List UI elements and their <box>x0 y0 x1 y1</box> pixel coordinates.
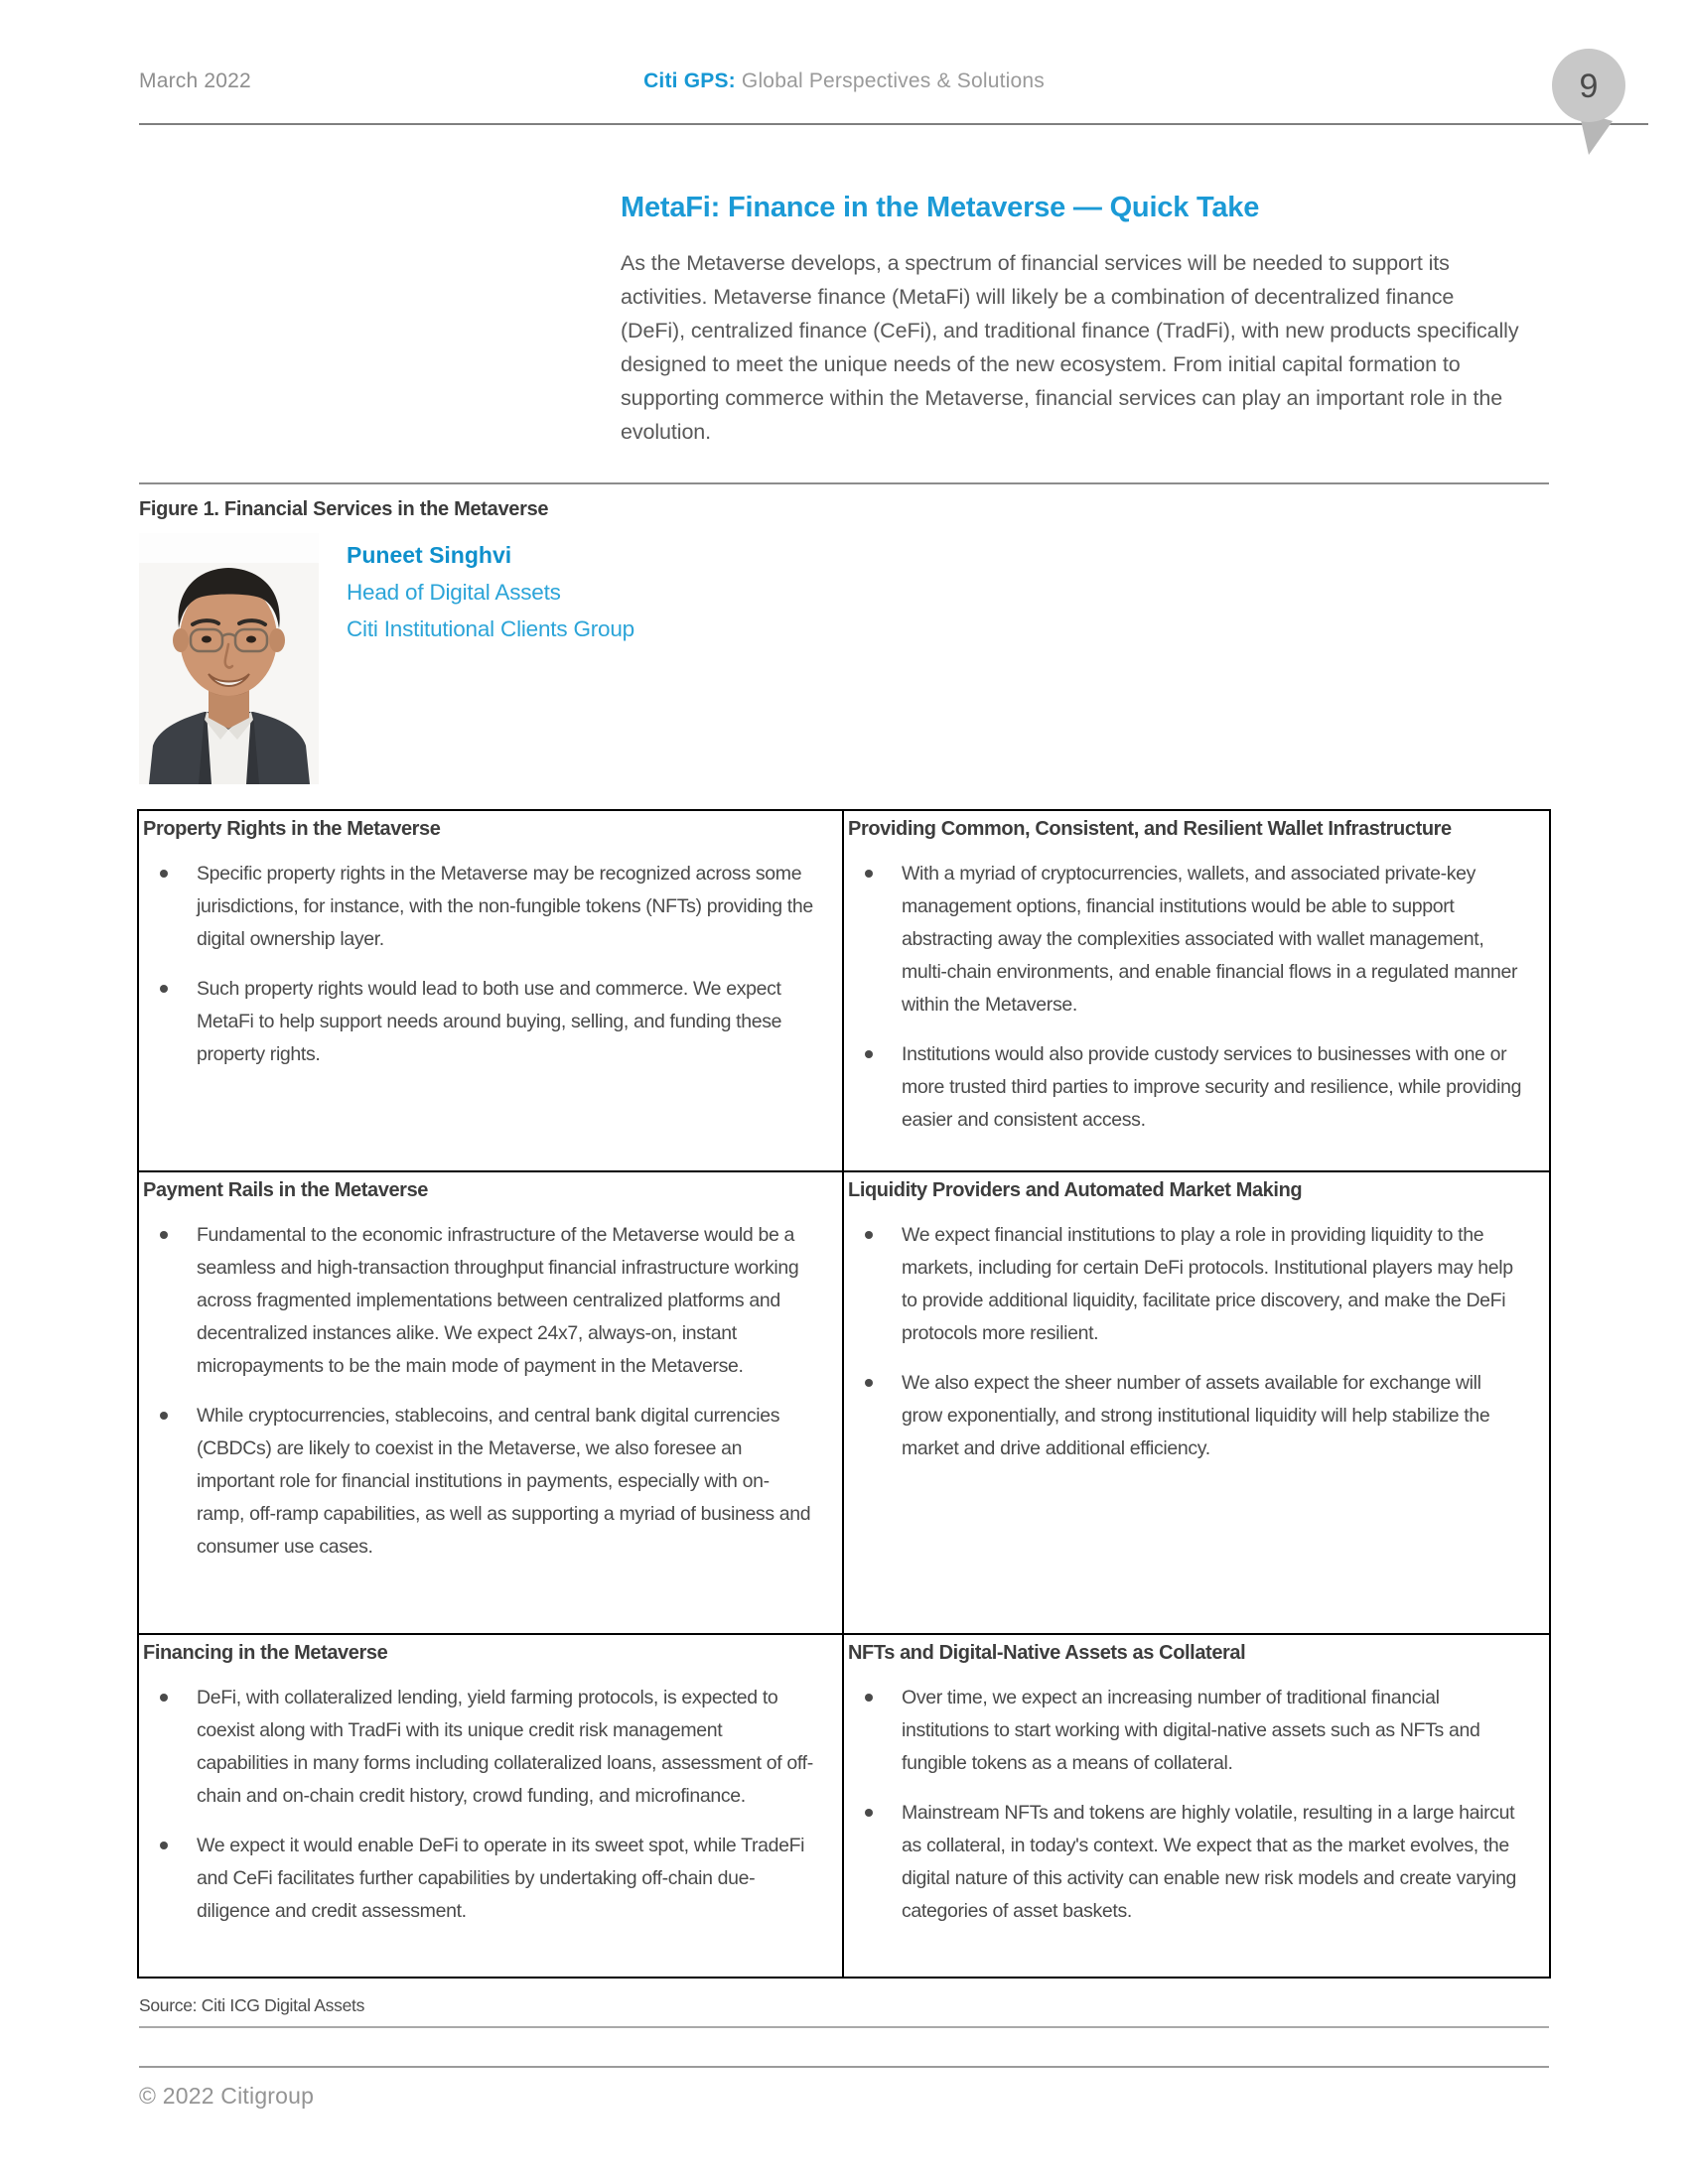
bullet-item <box>848 1797 1523 1928</box>
bullet-item <box>848 1219 1523 1350</box>
table-cell-nft-collateral <box>844 1635 1549 1977</box>
header-divider <box>139 123 1648 125</box>
portrait-photo-illustration <box>139 533 319 784</box>
bullet-text: Such property rights would lead to both use and commerce. We expect MetaFi to help support needs around buying, selling, and funding these property rights. <box>197 978 782 1065</box>
cell-header: Payment Rails in the Metaverse <box>143 1179 429 1201</box>
table-cell-financing <box>139 1635 844 1977</box>
article-intro-block <box>621 192 1524 449</box>
figure-bottom-divider <box>139 2026 1549 2028</box>
table-cell-wallet-infrastructure <box>844 811 1549 1172</box>
bullet-text: Institutions would also provide custody services to businesses with one or more trusted third parties to improve security and resilience, while providing easier and consistent access. <box>902 1043 1522 1131</box>
bullet-icon <box>865 1050 873 1058</box>
page-number: 9 <box>1579 68 1599 105</box>
intro-paragraph: As the Metaverse develops, a spectrum of financial services will be needed to support its activities. Metaverse finance (MetaFi) will likely be a combination of decentralized finance (DeFi), centralized finance (CeFi), and traditional finance (TradFi), with new products specifically designed to meet the unique needs of the new ecosystem. From initial capital formation to supporting commerce within the Metaverse, financial services can play an important role in the evolution. <box>621 251 1519 444</box>
bullet-item <box>848 858 1523 1022</box>
header-date: March 2022 <box>139 69 251 92</box>
bullet-text: Over time, we expect an increasing number of traditional financial institutions to start working with digital-native assets such as NFTs and fungible tokens as a means of collateral. <box>902 1687 1480 1774</box>
bullet-item <box>848 1367 1523 1465</box>
brand-suffix: Global Perspectives & Solutions <box>735 69 1045 92</box>
bullet-text: We also expect the sheer number of assets available for exchange will grow exponentially, and strong institutional liquidity will help stabilize the market and drive additional efficiency. <box>902 1372 1490 1459</box>
bullet-text: We expect it would enable DeFi to operate in its sweet spot, while TradeFi and CeFi facilitates further capabilities by undertaking off-chain due-diligence and credit assessment. <box>197 1835 805 1922</box>
bullet-icon <box>865 870 873 878</box>
bullet-icon <box>160 870 168 878</box>
bullet-text: Mainstream NFTs and tokens are highly volatile, resulting in a large haircut as collateral, in today's context. We expect that as the market evolves, the digital nature of this activity can enable new risk models and create varying categories of asset baskets. <box>902 1802 1517 1922</box>
author-name: Puneet Singhvi <box>347 542 512 568</box>
figure-top-divider <box>139 482 1549 484</box>
bullet-icon <box>160 985 168 993</box>
bullet-icon <box>865 1694 873 1702</box>
bullet-text: With a myriad of cryptocurrencies, wallets, and associated private-key management options, financial institutions would be able to support abstracting away the complexities associated with wallet management, multi-chain environments, and enable financial flows in a regulated manner within the Metaverse. <box>902 863 1518 1016</box>
bullet-icon <box>865 1231 873 1239</box>
bullet-text: Specific property rights in the Metaverse may be recognized across some jurisdictions, for instance, with the non-fungible tokens (NFTs) providing the digital ownership layer. <box>197 863 813 950</box>
bullet-text: DeFi, with collateralized lending, yield farming protocols, is expected to coexist along with TradFi with its unique credit risk management capabilities in many forms including collateralized loans, assessment of off-chain and on-chain credit history, crowd funding, and microfinance. <box>197 1687 813 1807</box>
bullet-item <box>143 1682 816 1813</box>
bullet-text: Fundamental to the economic infrastructure of the Metaverse would be a seamless and high-transaction throughput financial infrastructure working across fragmented implementations between centralized platforms and decentralized instances alike. We expect 24x7, always-on, instant micropayments to be the main mode of payment in the Metaverse. <box>197 1224 799 1377</box>
bullet-text: While cryptocurrencies, stablecoins, and central bank digital currencies (CBDCs) are likely to coexist in the Metaverse, we also foresee an important role for financial institutions in payments, especially with on-ramp, off-ramp capabilities, as well as supporting a myriad of business and consumer use cases. <box>197 1405 811 1558</box>
table-cell-payment-rails <box>139 1172 844 1635</box>
figure-table <box>137 809 1551 1979</box>
page-number-bubble <box>1541 42 1636 161</box>
bullet-icon <box>160 1231 168 1239</box>
page-title: MetaFi: Finance in the Metaverse — Quick Take <box>621 192 1260 223</box>
table-cell-property-rights <box>139 811 844 1172</box>
cell-header: Financing in the Metaverse <box>143 1642 388 1664</box>
figure-caption: Figure 1. Financial Services in the Metaverse <box>139 498 549 520</box>
bullet-icon <box>160 1694 168 1702</box>
cell-header: Providing Common, Consistent, and Resilient Wallet Infrastructure <box>848 818 1452 840</box>
author-title: Head of Digital Assets <box>347 580 561 605</box>
bullet-icon <box>160 1412 168 1420</box>
cell-header: Property Rights in the Metaverse <box>143 818 441 840</box>
brand-name: Citi GPS: <box>643 69 736 92</box>
author-meta <box>347 533 634 784</box>
bullet-item <box>143 1830 816 1928</box>
bullet-text: We expect financial institutions to play a role in providing liquidity to the markets, including for certain DeFi protocols. Institutional players may help to provide additional liquidity, facilitate price discovery, and make the DeFi protocols more resilient. <box>902 1224 1513 1344</box>
author-photo <box>139 533 319 784</box>
author-block <box>139 533 634 784</box>
bullet-item <box>143 973 816 1071</box>
table-cell-liquidity-providers <box>844 1172 1549 1635</box>
cell-header: Liquidity Providers and Automated Market Making <box>848 1179 1303 1201</box>
bullet-item <box>848 1682 1523 1780</box>
author-organization: Citi Institutional Clients Group <box>347 616 634 641</box>
footer-copyright: © 2022 Citigroup <box>139 2083 315 2109</box>
bullet-icon <box>160 1842 168 1849</box>
cell-header: NFTs and Digital-Native Assets as Collateral <box>848 1642 1246 1664</box>
header-brand-line <box>139 69 1549 93</box>
bullet-icon <box>865 1809 873 1817</box>
bullet-icon <box>865 1379 873 1387</box>
footer-divider <box>139 2066 1549 2068</box>
bullet-item <box>143 1400 816 1564</box>
page-header <box>0 0 1688 125</box>
figure-source: Source: Citi ICG Digital Assets <box>139 1995 365 2015</box>
bullet-item <box>848 1038 1523 1137</box>
bullet-item <box>143 858 816 956</box>
bullet-item <box>143 1219 816 1383</box>
